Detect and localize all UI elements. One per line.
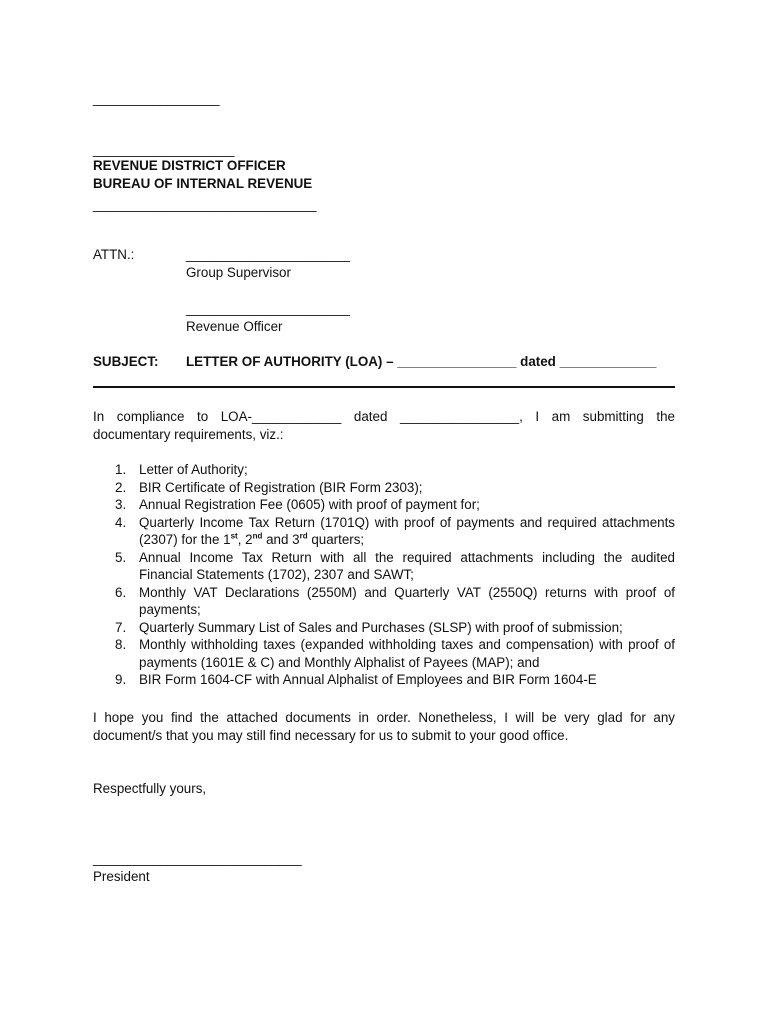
intro-line-2: documentary requirements, viz.: [93, 427, 284, 442]
attn-blank-2: ______________________ [186, 301, 350, 316]
signature-blank: ____________________________ [93, 851, 302, 866]
list-text: BIR Form 1604-CF with Annual Alphalist of Employees and BIR Form 1604-E [139, 672, 597, 687]
list-text: Annual Registration Fee (0605) with proof of payment for; [139, 497, 480, 512]
addressee-line-2: BUREAU OF INTERNAL REVENUE [93, 176, 313, 191]
list-text: Letter of Authority; [139, 462, 248, 477]
list-text: BIR Certificate of Registration (BIR Form 2303); [139, 479, 423, 495]
list-item [93, 671, 675, 689]
list-item [93, 496, 675, 514]
list-text-part: and 3 [262, 532, 300, 547]
subject-text: LETTER OF AUTHORITY (LOA) – ________________ dated _____________ [186, 354, 657, 369]
ordinal-suffix: nd [252, 531, 263, 541]
subject-label: SUBJECT: [93, 354, 159, 369]
list-text: Annual Income Tax Return with all the required attachments including the audited Financial Statements (1702), 2307 and SAWT; [139, 549, 675, 582]
subject-divider [93, 386, 675, 388]
list-item [93, 514, 675, 549]
list-number: 3. [115, 497, 127, 512]
list-item [93, 549, 675, 584]
list-number: 1. [115, 462, 127, 477]
date-blank: _________________ [93, 91, 220, 106]
list-number: 6. [115, 584, 127, 600]
intro-line-1: In compliance to LOA-____________ dated ________________, I am submitting the [93, 409, 675, 424]
attn-label: ATTN.: [93, 247, 135, 262]
address-blank: ______________________________ [93, 197, 317, 212]
list-text [139, 514, 675, 549]
attn-title-1: Group Supervisor [186, 265, 291, 280]
requirements-list [93, 461, 675, 689]
list-item [93, 461, 675, 479]
list-text: Monthly VAT Declarations (2550M) and Quarterly VAT (2550Q) returns with proof of payments; [139, 584, 675, 617]
attn-blank-1: ______________________ [186, 247, 350, 262]
list-text-part: Quarterly Income Tax Return (1701Q) with proof of payments and required attachments (2307) for the 1 [139, 514, 675, 547]
list-item [93, 479, 675, 497]
list-item [93, 584, 675, 619]
list-text: Quarterly Summary List of Sales and Purchases (SLSP) with proof of submission; [139, 619, 623, 635]
list-item [93, 636, 675, 671]
ordinal-suffix: st [230, 531, 238, 541]
list-text: Monthly withholding taxes (expanded withholding taxes and compensation) with proof of payments (1601E & C) and Monthly Alphalist of Payees (MAP); and [139, 637, 675, 670]
list-number: 5. [115, 549, 127, 565]
list-number: 8. [115, 637, 127, 652]
closing-paragraph: I hope you find the attached documents in order. Nonetheless, I will be very glad for any document/s that you may still find necessary for us to submit to your good office. [93, 710, 675, 743]
list-item [93, 619, 675, 637]
ordinal-suffix: rd [299, 531, 308, 541]
name-blank: ___________________ [93, 142, 235, 157]
signatory-title: President [93, 869, 150, 884]
list-text-part: , 2 [237, 532, 253, 547]
list-number: 7. [115, 619, 127, 635]
salutation: Respectfully yours, [93, 781, 207, 796]
list-text-part: quarters; [307, 532, 365, 547]
attn-title-2: Revenue Officer [186, 319, 283, 334]
list-number: 4. [115, 514, 127, 530]
list-number: 9. [115, 672, 127, 687]
list-number: 2. [115, 479, 127, 495]
addressee-line-1: REVENUE DISTRICT OFFICER [93, 158, 286, 173]
